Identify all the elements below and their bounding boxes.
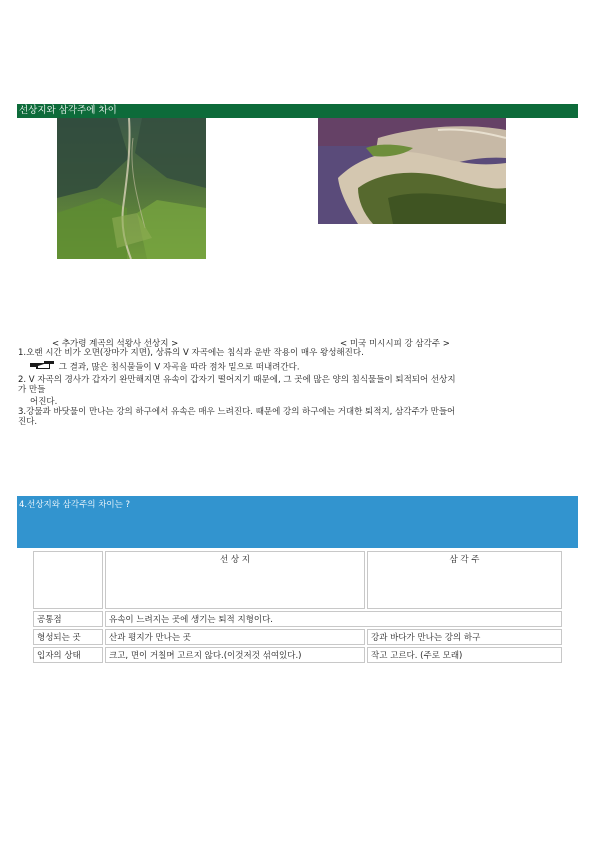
table-row — [33, 611, 562, 627]
table-corner-cell — [33, 551, 103, 609]
table-header-row — [33, 551, 562, 609]
row-label-particle: 입자의 상태 — [33, 647, 103, 663]
paragraph-1: 1.오랜 시간 비가 오면(장마가 지면), 상류의 V 자곡에는 침식과 운반 작용이 매우 왕성해진다. — [18, 348, 364, 358]
row-label-common: 공통점 — [33, 611, 103, 627]
row-particle-delta: 작고 고르다. (주로 모래) — [367, 647, 562, 663]
section-4-box — [17, 496, 578, 548]
caption-right: < 미국 미시시피 강 삼각주 > — [340, 339, 450, 349]
row-particle-fan: 크고, 면이 거칠며 고르지 않다.(이것저것 섞여있다.) — [105, 647, 365, 663]
paragraph-1-sub: 그 결과, 많은 침식물들이 V 자곡을 따라 점차 밑으로 떠내려간다. — [58, 362, 300, 373]
table-row — [33, 647, 562, 663]
comparison-table — [31, 549, 564, 665]
paragraph-3-line-2: 진다. — [18, 417, 38, 427]
table-row — [33, 629, 562, 645]
section-title: 선상지와 삼각주에 차이 — [19, 105, 117, 116]
section-4-title: 4.선상지와 삼각주의 차이는 ? — [19, 500, 131, 510]
pointing-hand-icon — [30, 360, 56, 374]
table-header-delta: 삼 각 주 — [367, 551, 562, 609]
paragraph-2-line-2: 가 만들 — [18, 385, 46, 395]
row-formation-delta: 강과 바다가 만나는 강의 하구 — [367, 629, 562, 645]
alluvial-fan-photo — [57, 118, 206, 259]
table-header-fan: 선 상 지 — [105, 551, 365, 609]
row-label-formation: 형성되는 곳 — [33, 629, 103, 645]
paragraph-3-line-1: 3.강물과 바닷물이 만나는 강의 하구에서 유속은 매우 느려진다. 때문에 강의 하구에는 거대한 퇴적지, 삼각주가 만들어 — [18, 407, 456, 417]
row-common-value: 유속이 느려지는 곳에 생기는 퇴적 지형이다. — [105, 611, 562, 627]
section-title-bar — [17, 104, 578, 118]
row-formation-fan: 산과 평지가 만나는 곳 — [105, 629, 365, 645]
paragraph-2-line-1: 2. V 자곡의 경사가 갑자기 완만해지면 유속이 갑자기 떨어지기 때문에, 그 곳에 많은 양의 침식물들이 퇴적되어 선상지 — [18, 375, 456, 385]
paragraph-1-sub-row — [30, 360, 300, 374]
delta-photo — [318, 118, 506, 224]
caption-left: < 추가령 계곡의 석왕사 선상지 > — [52, 339, 179, 349]
paragraph-2-line-3: 어진다. — [30, 397, 58, 407]
